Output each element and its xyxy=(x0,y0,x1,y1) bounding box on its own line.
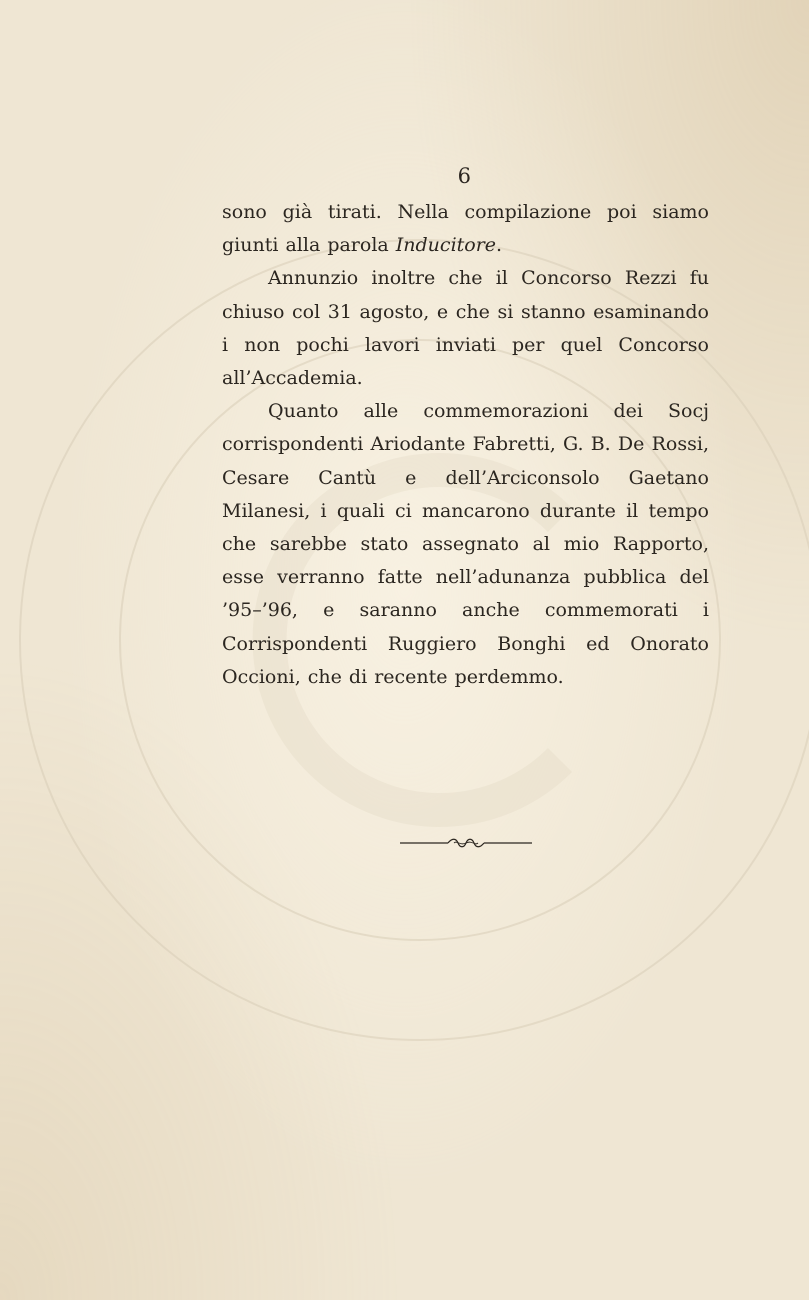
paragraph-1-end: . xyxy=(496,234,503,257)
page-number: 6 xyxy=(457,164,472,188)
paragraph-1-text: sono già tirati. Nella compilazione poi siamo giunti alla parola xyxy=(222,201,709,257)
paragraph-2: Annunzio inoltre che il Concorso Rezzi fu chiuso col 31 agosto, e che si stanno esaminando i non pochi lavori inviati per quel Concorso all’Accademia. xyxy=(222,267,709,390)
body-text xyxy=(222,196,709,694)
paragraph-1 xyxy=(222,196,709,262)
paragraph-3: Quanto alle commemorazioni dei Socj corrispondenti Ariodante Fabretti, G. B. De Rossi, Cesare Cantù e dell’Arciconsolo Gaetano Milanesi, i quali ci mancarono durante il tempo che sarebbe stato assegnato al mio Rapporto, esse verranno fatte nell’adunanza pubblica del ’95–’96, e saranno anche commemorati i Corrispondenti Ruggiero Bonghi ed Onorato Occioni, che di recente perdemmo. xyxy=(222,400,709,688)
emphasized-word: Inducitore xyxy=(395,234,497,257)
end-ornament-icon xyxy=(400,836,532,850)
